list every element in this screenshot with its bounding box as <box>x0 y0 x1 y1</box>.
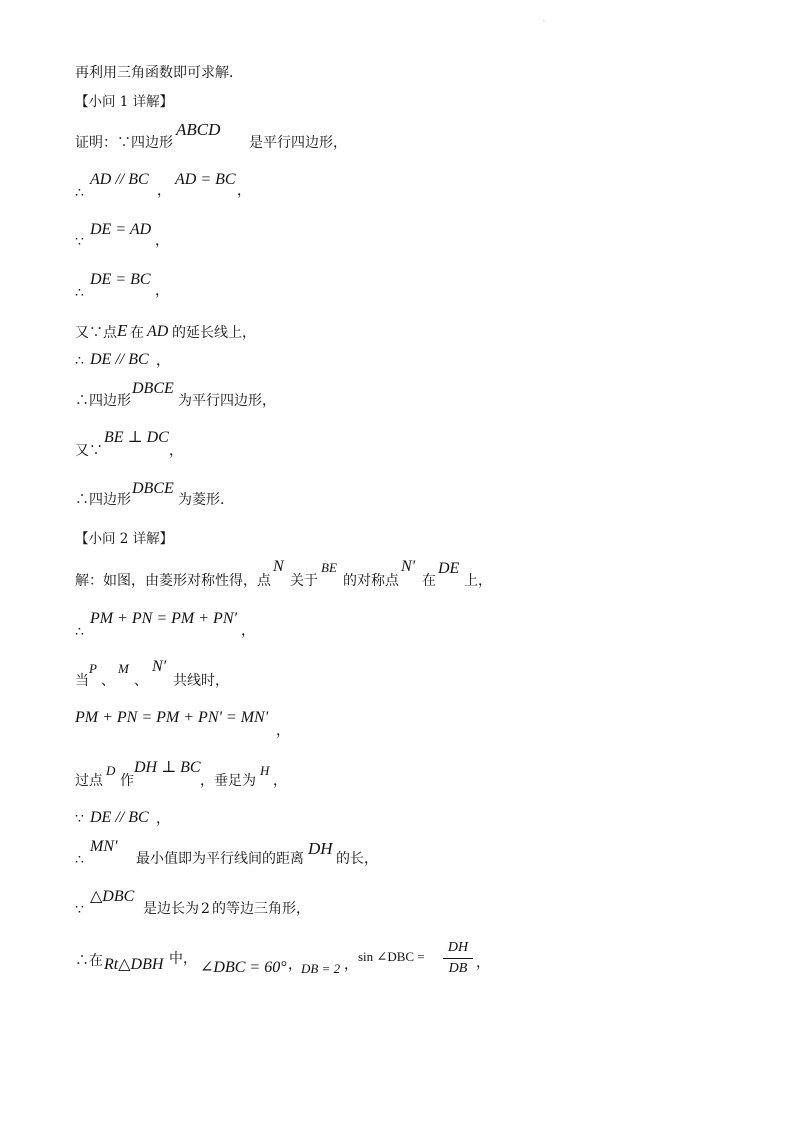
text: 的对称点 <box>343 573 399 589</box>
math: AD = BC <box>175 171 236 188</box>
math: P <box>89 661 97 676</box>
math: PM + PN = PM + PN' <box>90 610 237 627</box>
text: ， <box>273 773 287 789</box>
math: DBCE <box>132 380 174 397</box>
text: 的等边三角形， <box>212 901 310 917</box>
text: 为菱形． <box>178 492 234 508</box>
math: DBCE <box>132 480 174 497</box>
text: ， <box>344 957 358 973</box>
math: E <box>117 321 128 340</box>
text: ， <box>241 623 255 639</box>
fraction-denominator: DB <box>448 961 468 976</box>
text: ， <box>237 183 251 199</box>
math: N' <box>401 558 416 575</box>
text: 、 <box>101 673 115 689</box>
math: DE // BC <box>90 351 149 368</box>
math: N' <box>152 658 167 675</box>
text: 共线时， <box>173 673 229 689</box>
text: 在 <box>130 325 144 341</box>
math: N <box>273 558 284 575</box>
text: ∴四边形 <box>75 492 131 508</box>
text: ， <box>476 955 490 971</box>
text: ∴ <box>75 185 84 201</box>
text: ，垂足为 <box>200 773 256 789</box>
math: DE = AD <box>90 221 152 238</box>
text: 最小值即为平行线间的距离 <box>136 851 304 867</box>
text: 作 <box>120 773 134 789</box>
text: ∵ <box>75 811 84 827</box>
math: DE = BC <box>90 271 151 288</box>
math: DE <box>438 560 460 577</box>
math: BE <box>321 560 337 575</box>
text: 关于 <box>290 573 318 589</box>
text: 解：如图，由菱形对称性得，点 <box>75 573 271 589</box>
math: PM + PN = PM + PN' = MN' <box>75 709 269 726</box>
number: 2 <box>201 901 210 917</box>
text: 是平行四边形， <box>249 135 347 151</box>
math: ABCD <box>176 120 221 139</box>
text: ∵ <box>75 234 84 250</box>
text: 为平行四边形， <box>178 393 276 409</box>
math: AD <box>147 323 169 340</box>
text: 证明：∵四边形 <box>75 135 173 151</box>
text: ∴ <box>75 852 84 868</box>
text: ∴在 <box>75 953 103 969</box>
section-header-1: 【小问 1 详解】 <box>75 94 174 110</box>
intro-line: 再利用三角函数即可求解． <box>75 65 243 81</box>
text: ， <box>276 723 290 739</box>
fraction <box>443 940 473 977</box>
math: H <box>260 763 270 778</box>
text: ∴ <box>75 624 84 640</box>
text: ， <box>155 233 169 249</box>
fraction-numerator: DH <box>443 940 473 959</box>
text: 又∵点 <box>75 325 117 341</box>
math: D <box>106 763 116 778</box>
text: 是边长为 <box>143 901 199 917</box>
text: ， <box>156 811 170 827</box>
text: 的长， <box>336 851 378 867</box>
math: △DBC <box>90 888 135 905</box>
math: DH ⊥ BC <box>134 759 201 776</box>
math: M <box>118 661 129 676</box>
math: BE ⊥ DC <box>104 429 169 446</box>
text: 当 <box>75 673 89 689</box>
text: ， <box>155 283 169 299</box>
math: ∠DBC = 60° <box>200 959 287 976</box>
math: Rt△DBH <box>104 956 164 973</box>
text: 中， <box>169 951 197 967</box>
math: DE // BC <box>90 809 149 826</box>
math: DB = 2 <box>301 961 341 976</box>
math: AD // BC <box>90 171 149 188</box>
text: ， <box>156 353 170 369</box>
section-header-2: 【小问 2 详解】 <box>75 531 174 547</box>
text: 在 <box>422 573 436 589</box>
text: ∴ <box>75 285 84 301</box>
text: 过点 <box>75 773 103 789</box>
text: ∵ <box>75 902 84 918</box>
text: ， <box>288 957 302 973</box>
text: ∴ <box>75 353 84 369</box>
text: 又∵ <box>75 443 103 459</box>
text: ， <box>157 183 171 199</box>
math: MN' <box>90 838 118 855</box>
math: DH <box>308 839 333 858</box>
text: ， <box>169 443 183 459</box>
corner-mark: · <box>543 18 545 25</box>
text: 的延长线上， <box>172 325 256 341</box>
math: sin ∠DBC = <box>358 949 425 964</box>
text: 上， <box>464 573 492 589</box>
text: 、 <box>134 673 148 689</box>
text: ∴四边形 <box>75 393 131 409</box>
